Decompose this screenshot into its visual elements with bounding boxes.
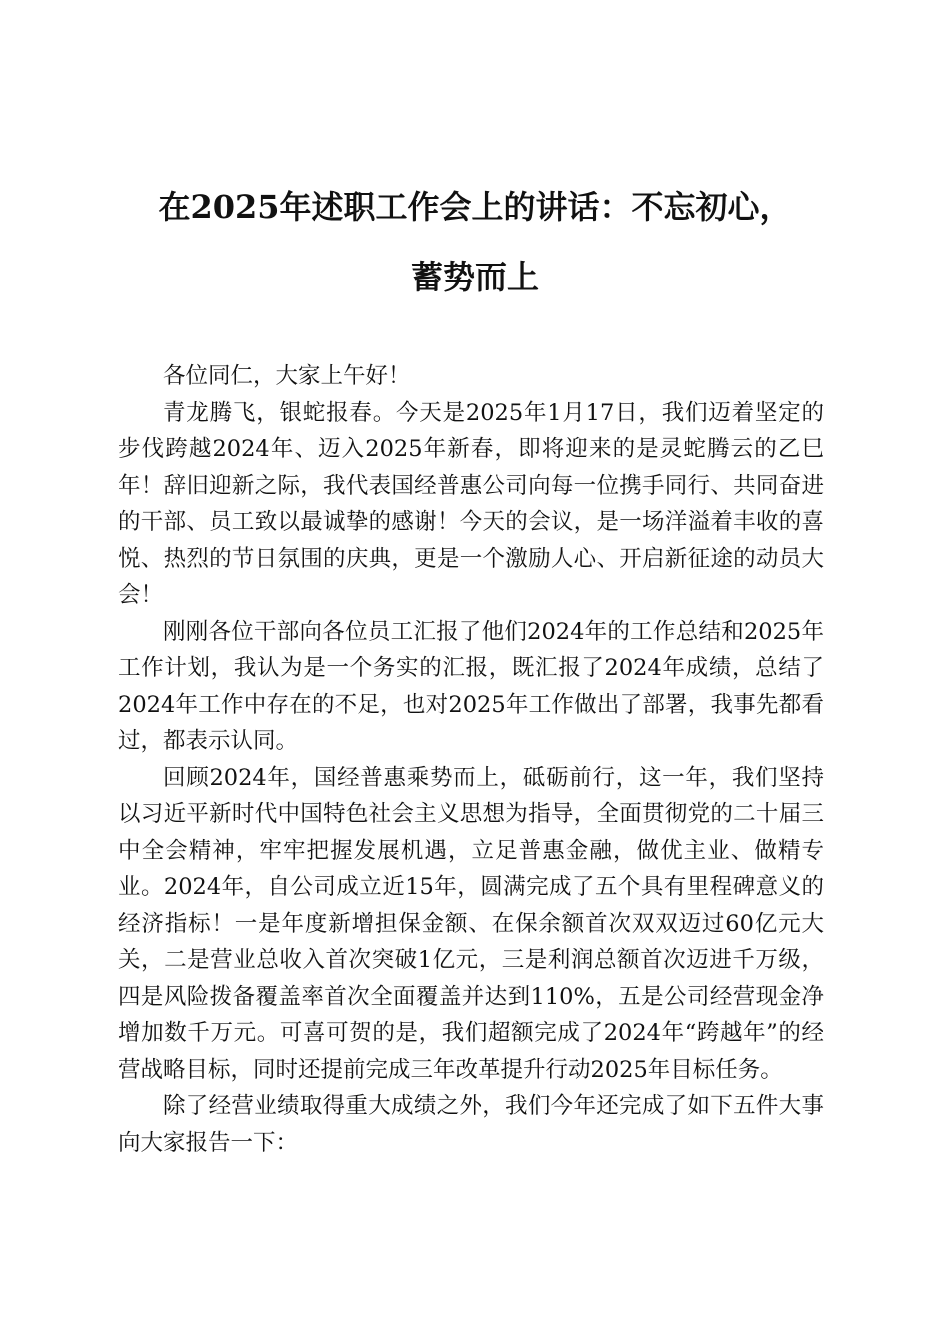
document-title — [110, 172, 840, 312]
paragraph-five-events: 除了经营业绩取得重大成绩之外，我们今年还完成了如下五件大事向大家报告一下： — [118, 1093, 824, 1156]
paragraph-reports: 刚刚各位干部向各位员工汇报了他们2024年的工作总结和2025年工作计划，我认为是一个务实的汇报，既汇报了2024年成绩，总结了2024年工作中存在的不足，也对2025年工作做出了部署，我事先都看过，都表示认同。 — [118, 618, 824, 754]
title-line-2: 蓄势而上 — [410, 258, 539, 296]
paragraph-greeting: 各位同仁，大家上午好！ — [163, 363, 411, 389]
paragraph-opening: 青龙腾飞，银蛇报春。今天是2025年1月17日，我们迈着坚定的步伐跨越2024年、迈入2025年新春，即将迎来的是灵蛇腾云的乙巳年！辞旧迎新之际，我代表国经普惠公司向每一位携手同行、共同奋进的干部、员工致以最诚挚的感谢！今天的会议，是一场洋溢着丰收的喜悦、热烈的节日氛围的庆典，更是一个激励人心、开启新征途的动员大会！ — [118, 399, 824, 608]
document-body — [118, 358, 824, 1161]
paragraph-review-2024: 回顾2024年，国经普惠乘势而上，砥砺前行，这一年，我们坚持以习近平新时代中国特色社会主义思想为指导，全面贯彻党的二十届三中全会精神，牢牢把握发展机遇，立足普惠金融，做优主业、做精专业。2024年，自公司成立近15年，圆满完成了五个具有里程碑意义的经济指标！一是年度新增担保金额、在保余额首次双双迈过60亿元大关，二是营业总收入首次突破1亿元，三是利润总额首次迈进千万级，四是风险拨备覆盖率首次全面覆盖并达到110%，五是公司经营现金净增加数千万元。可喜可贺的是，我们超额完成了2024年“跨越年”的经营战略目标，同时还提前完成三年改革提升行动2025年目标任务。 — [118, 764, 824, 1083]
title-line-1: 在2025年述职工作会上的讲话：不忘初心， — [158, 188, 792, 226]
